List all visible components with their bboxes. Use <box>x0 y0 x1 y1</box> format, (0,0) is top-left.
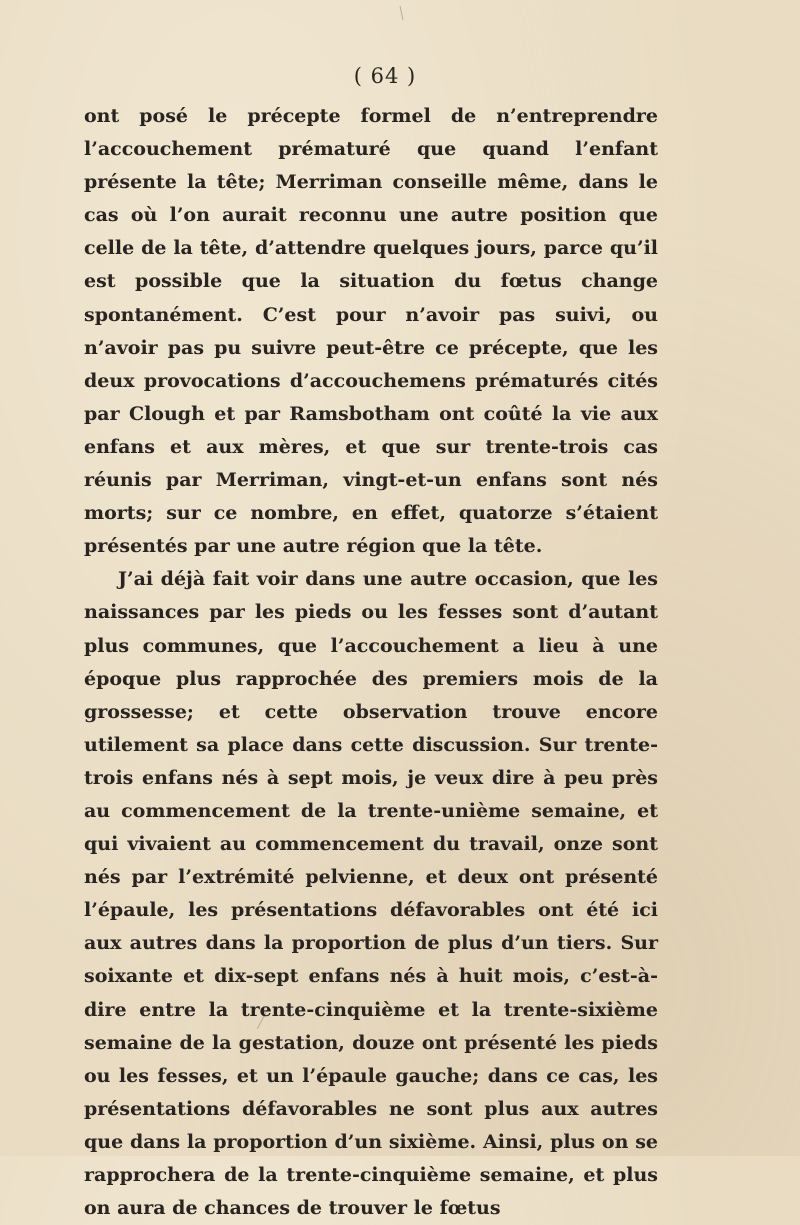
page-number: ( 64 ) <box>353 64 417 88</box>
paragraph-2: J’ai déjà fait voir dans une autre occasion, que les naissances par les pieds ou les fesses sont d’autant plus communes, que l’accouchement a lieu à une époque plus rapprochée des premiers mois de la grossesse; et cette observation trouve encore utilement sa place dans cette discussion. Sur trente-trois enfans nés à sept mois, je veux dire à peu près au commencement de la trente-unième semaine, et qui vivaient au commencement du travail, onze sont nés par l’extrémité pelvienne, et deux ont présenté l’épaule, les présentations défavorables ont été ici aux autres dans la proportion de plus d’un tiers. Sur soixante et dix-sept enfans nés à huit mois, c’est-à-dire entre la trente-cinquième et la trente-sixième semaine de la gestation, douze ont présenté les pieds ou les fesses, et un l’épaule gauche; dans ce cas, les présentations défavorables ne sont plus aux autres que dans la proportion d’un sixième. Ainsi, plus on se rapprochera de la trente-cinquième semaine, et plus on aura de chances de trouver le fœtus <box>84 568 658 1220</box>
paragraph-1: ont posé le précepte formel de n’entreprendre l’accouchement prématuré que quand l’enfant présente la tête; Merriman conseille même, dans le cas où l’on aurait reconnu une autre position que celle de la tête, d’attendre quelques jours, parce qu’il est possible que la situation du fœtus change spontanément. C’est pour n’avoir pas suivi, ou n’avoir pas pu suivre peut-être ce précepte, que les deux provocations d’accouchemens prématurés cités par Clough et par Ramsbotham ont coûté la vie aux enfans et aux mères, et que sur trente-trois cas réunis par Merriman, vingt-et-un enfans sont nés morts; sur ce nombre, en effet, quatorze s’étaient présentés par une autre région que la tête. <box>84 105 658 558</box>
paper-mark-top <box>400 6 404 20</box>
body-text <box>84 100 658 1225</box>
